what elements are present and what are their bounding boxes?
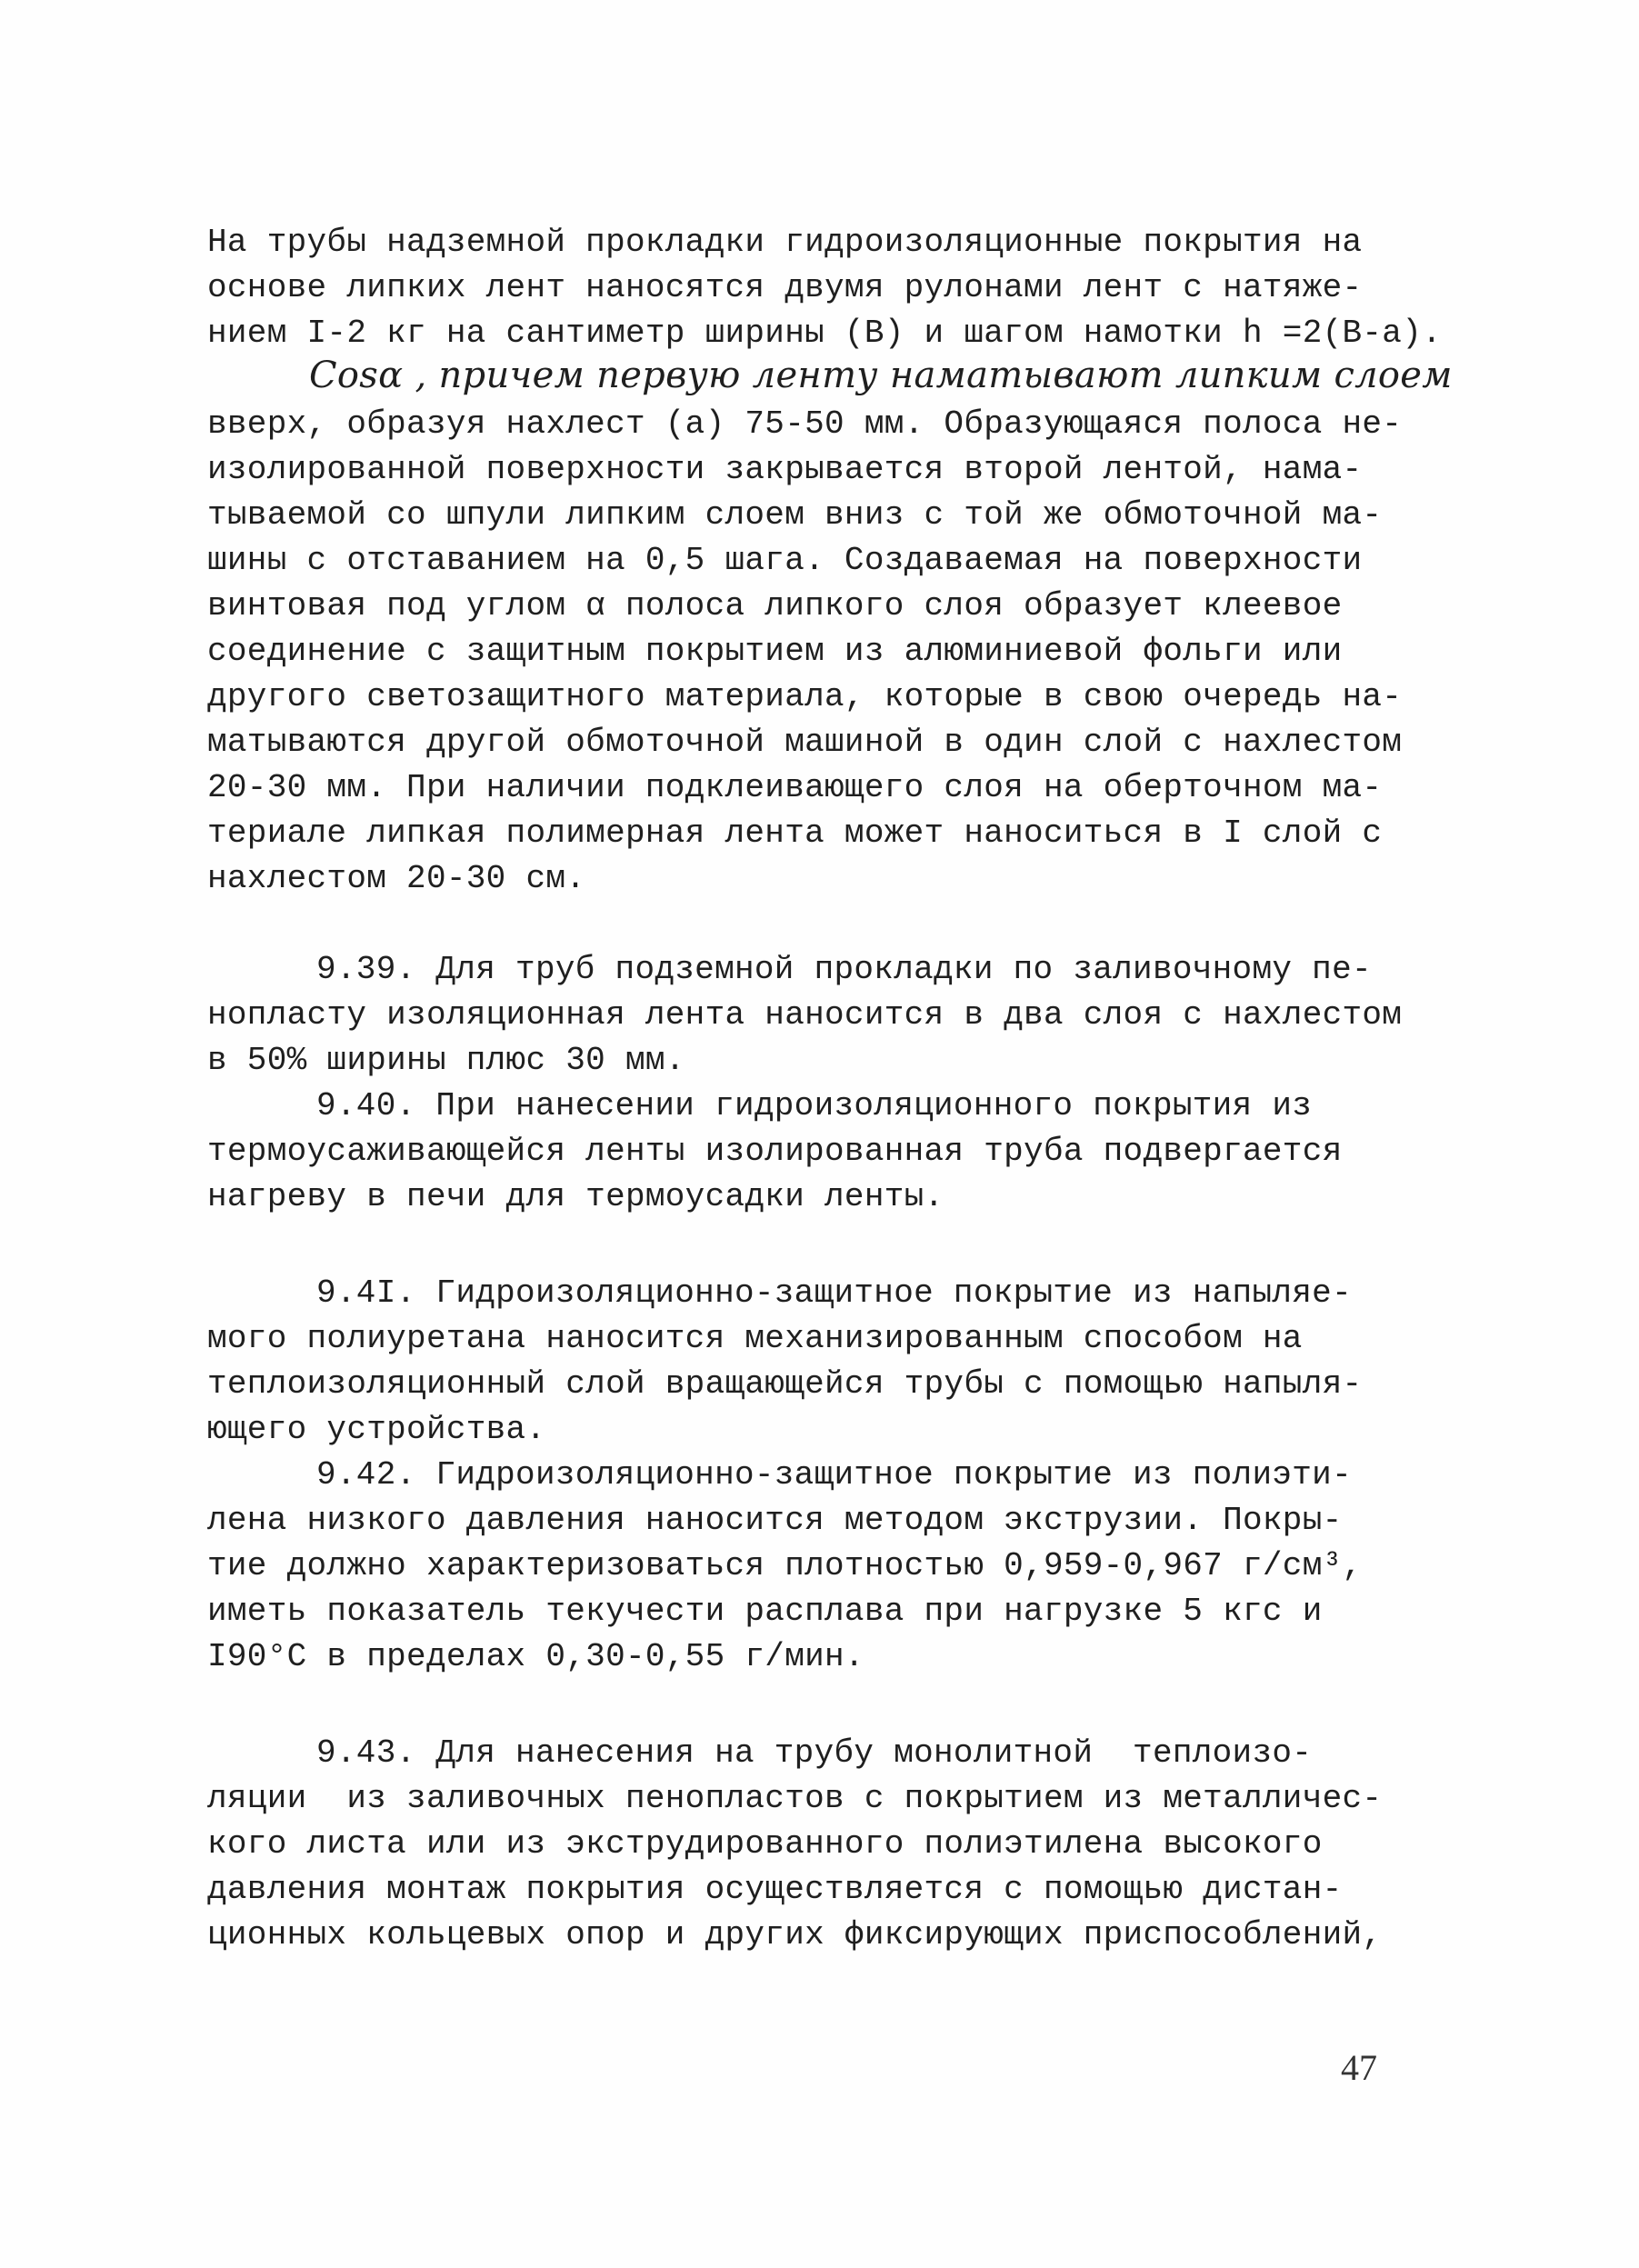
page-number: 47 bbox=[1341, 2047, 1377, 2088]
text-line: основе липких лент наносятся двумя рулонами лент с натяже- bbox=[207, 269, 1363, 306]
text-line: теплоизоляционный слой вращающейся трубы с помощью напыля- bbox=[207, 1365, 1363, 1403]
text-line: тие должно характеризоваться плотностью 0,959-0,967 г/см³, bbox=[207, 1547, 1363, 1584]
text-line: термоусаживающейся ленты изолированная труба подвергается bbox=[207, 1133, 1343, 1170]
text-line: изолированной поверхности закрывается второй лентой, нама- bbox=[207, 451, 1363, 488]
text-line: ющего устройства. bbox=[207, 1411, 546, 1448]
text-line: соединение с защитным покрытием из алюминиевой фольги или bbox=[207, 633, 1343, 670]
text-line: мого полиуретана наносится механизированным способом на bbox=[207, 1320, 1303, 1357]
text-line: матываются другой обмоточной машиной в один слой с нахлестом bbox=[207, 724, 1403, 761]
text-line: 9.39. Для труб подземной прокладки по заливочному пе- bbox=[316, 951, 1372, 988]
text-line: 20-30 мм. При наличии подклеивающего слоя на оберточном ма- bbox=[207, 769, 1383, 806]
text-line: I90°C в пределах 0,30-0,55 г/мин. bbox=[207, 1638, 864, 1675]
text-line: нием I-2 кг на сантиметр ширины (В) и шагом намотки h =2(B-a). bbox=[207, 315, 1443, 352]
text-line: в 50% ширины плюс 30 мм. bbox=[207, 1042, 685, 1079]
text-line: На трубы надземной прокладки гидроизоляционные покрытия на bbox=[207, 224, 1363, 261]
text-line: 9.42. Гидроизоляционно-защитное покрытие из полиэти- bbox=[316, 1456, 1352, 1494]
text-line: нопласту изоляционная лента наносится в два слоя с нахлестом bbox=[207, 996, 1403, 1034]
text-line: 9.43. Для нанесения на трубу монолитной теплоизо- bbox=[316, 1734, 1313, 1772]
text-line: ляции из заливочных пенопластов с покрытием из металличес- bbox=[207, 1780, 1383, 1817]
text-line: другого светозащитного материала, которые в свою очередь на- bbox=[207, 678, 1403, 715]
text-line: тываемой со шпули липким слоем вниз с той же обмоточной ма- bbox=[207, 496, 1383, 534]
text-line: шины с отставанием на 0,5 шага. Создаваемая на поверхности bbox=[207, 542, 1363, 579]
text-line: нахлестом 20-30 см. bbox=[207, 860, 586, 897]
text-line: ционных кольцевых опор и других фиксирующих приспособлений, bbox=[207, 1916, 1383, 1953]
text-line: нагреву в печи для термоусадки ленты. bbox=[207, 1178, 944, 1215]
text-line: давления монтаж покрытия осуществляется с помощью дистан- bbox=[207, 1871, 1343, 1908]
text-line: иметь показатель текучести расплава при нагрузке 5 кгс и bbox=[207, 1593, 1323, 1630]
text-line: винтовая под углом α полоса липкого слоя образует клеевое bbox=[207, 587, 1343, 624]
text-line: 9.40. При нанесении гидроизоляционного покрытия из bbox=[316, 1087, 1313, 1124]
text-line: Cosα , причем первую ленту наматывают липким слоем bbox=[309, 355, 1453, 396]
text-line: вверх, образуя нахлест (а) 75-50 мм. Образующаяся полоса не- bbox=[207, 405, 1403, 443]
text-line: териале липкая полимерная лента может наноситься в I слой с bbox=[207, 814, 1383, 852]
text-line: кого листа или из экструдированного полиэтилена высокого bbox=[207, 1825, 1323, 1863]
text-line: 9.4I. Гидроизоляционно-защитное покрытие из напыляе- bbox=[316, 1274, 1352, 1312]
text-line: лена низкого давления наносится методом экструзии. Покры- bbox=[207, 1502, 1343, 1539]
